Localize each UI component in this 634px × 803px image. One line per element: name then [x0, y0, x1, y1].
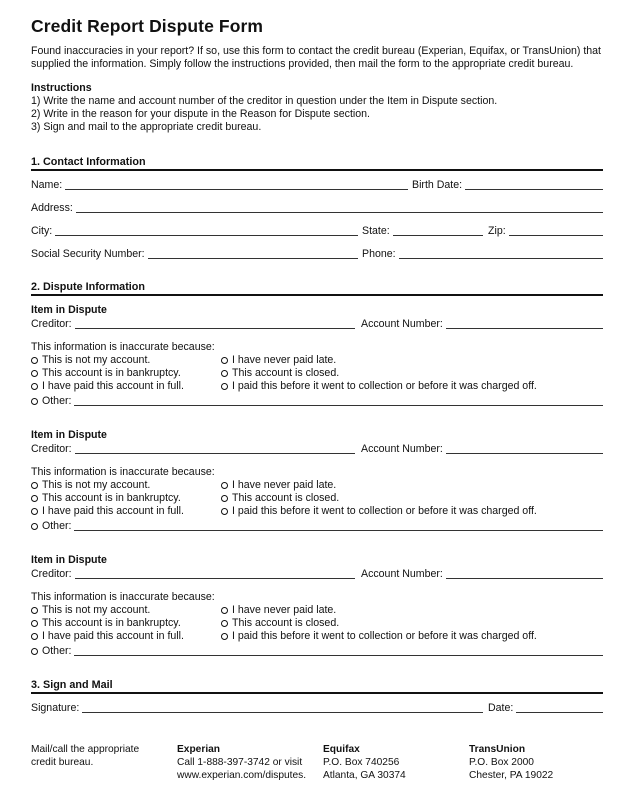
creditor-input-line[interactable] [75, 318, 355, 329]
reason-option[interactable] [221, 604, 336, 617]
instructions-heading: Instructions [31, 82, 92, 94]
other-input-line[interactable] [74, 645, 603, 656]
other-input-line[interactable] [74, 395, 603, 406]
phone-input-line[interactable] [399, 248, 603, 259]
birth-date-input-line[interactable] [465, 179, 603, 190]
other-input-line[interactable] [74, 520, 603, 531]
other-reason-field[interactable] [31, 519, 603, 533]
radio-circle-icon[interactable] [221, 607, 228, 614]
reason-option-label: I paid this before it went to collection or before it was charged off. [232, 505, 537, 517]
reason-option[interactable] [221, 479, 336, 492]
bureau-experian [177, 743, 306, 782]
radio-circle-icon[interactable] [31, 482, 38, 489]
birth-date-label: Birth Date: [412, 178, 463, 191]
phone-label: Phone: [362, 247, 396, 260]
section-rule [31, 169, 603, 171]
bureau-line: P.O. Box 740256 [323, 757, 400, 768]
bureau-line: Chester, PA 19022 [469, 770, 554, 781]
bureau-line: Atlanta, GA 30374 [323, 770, 406, 781]
account-number-label: Account Number: [361, 567, 443, 580]
creditor-field[interactable] [31, 442, 355, 456]
account-number-field[interactable] [361, 317, 603, 331]
signature-label: Signature: [31, 701, 80, 714]
dispute-section-heading: 2. Dispute Information [31, 281, 145, 293]
reason-option-label: This account is in bankruptcy. [42, 367, 181, 379]
date-label: Date: [488, 701, 514, 714]
state-field[interactable] [362, 224, 483, 238]
city-label: City: [31, 224, 53, 237]
ssn-label: Social Security Number: [31, 247, 145, 260]
radio-circle-icon[interactable] [31, 633, 38, 640]
zip-label: Zip: [488, 224, 506, 237]
bureau-name: Experian [177, 744, 221, 755]
footer-note [31, 743, 139, 769]
footer-note-line: Mail/call the appropriate [31, 744, 140, 755]
account-number-field[interactable] [361, 442, 603, 456]
reason-option[interactable] [31, 630, 184, 643]
reason-option-label: I have paid this account in full. [42, 630, 184, 642]
account-number-label: Account Number: [361, 442, 443, 455]
other-label: Other: [42, 519, 72, 532]
reason-option-label: I have never paid late. [232, 354, 337, 366]
instruction-step: 1) Write the name and account number of the creditor in question under the Item in Dispute section. [31, 95, 498, 107]
address-label: Address: [31, 201, 73, 214]
reason-option[interactable] [221, 492, 339, 505]
section-rule [31, 692, 603, 694]
instruction-step: 3) Sign and mail to the appropriate credit bureau. [31, 121, 262, 133]
account-number-input-line[interactable] [446, 568, 603, 579]
city-field[interactable] [31, 224, 358, 238]
reason-option[interactable] [221, 380, 537, 393]
ssn-input-line[interactable] [148, 248, 358, 259]
creditor-field[interactable] [31, 317, 355, 331]
reason-option-label: I have never paid late. [232, 604, 337, 616]
account-number-input-line[interactable] [446, 318, 603, 329]
footer-note-line: credit bureau. [31, 757, 94, 768]
section-rule [31, 294, 603, 296]
creditor-input-line[interactable] [75, 568, 355, 579]
reason-option-label: I have paid this account in full. [42, 505, 184, 517]
reason-option[interactable] [31, 354, 150, 367]
account-number-input-line[interactable] [446, 443, 603, 454]
radio-circle-icon[interactable] [31, 357, 38, 364]
radio-circle-icon[interactable] [221, 633, 228, 640]
date-field[interactable] [488, 701, 603, 715]
zip-input-line[interactable] [509, 225, 603, 236]
phone-field[interactable] [362, 247, 603, 261]
state-label: State: [362, 224, 390, 237]
reason-option-label: This account is closed. [232, 492, 340, 504]
reason-option-label: I have never paid late. [232, 479, 337, 491]
date-input-line[interactable] [516, 702, 603, 713]
reason-option-label: I paid this before it went to collection or before it was charged off. [232, 630, 537, 642]
reason-option[interactable] [221, 354, 336, 367]
bureau-name: Equifax [323, 744, 360, 755]
address-input-line[interactable] [76, 202, 603, 213]
other-reason-field[interactable] [31, 394, 603, 408]
reason-option-label: This account is closed. [232, 367, 340, 379]
name-input-line[interactable] [65, 179, 408, 190]
creditor-input-line[interactable] [75, 443, 355, 454]
radio-circle-icon[interactable] [31, 398, 38, 405]
reason-option[interactable] [31, 479, 150, 492]
radio-circle-icon[interactable] [31, 648, 38, 655]
item-heading: Item in Dispute [31, 304, 107, 316]
bureau-transunion [469, 743, 553, 782]
reason-option-label: This is not my account. [42, 479, 151, 491]
other-label: Other: [42, 394, 72, 407]
radio-circle-icon[interactable] [31, 523, 38, 530]
account-number-label: Account Number: [361, 317, 443, 330]
reason-option[interactable] [221, 630, 537, 643]
reason-option[interactable] [31, 604, 150, 617]
radio-circle-icon[interactable] [31, 383, 38, 390]
reason-option[interactable] [31, 380, 184, 393]
radio-circle-icon[interactable] [31, 607, 38, 614]
reason-option[interactable] [221, 617, 339, 630]
reason-intro: This information is inaccurate because: [31, 466, 215, 478]
reason-option-label: This account is closed. [232, 617, 340, 629]
signature-input-line[interactable] [82, 702, 483, 713]
intro-text: Found inaccuracies in your report? If so, use this form to contact the credit bureau (Experian, Equifax, or TransUnion) that supplied the information. Simply follow the instructions provided, then mail the form to the appropriate credit bureau. [31, 45, 601, 71]
ssn-field[interactable] [31, 247, 358, 261]
creditor-field[interactable] [31, 567, 355, 581]
radio-circle-icon[interactable] [31, 495, 38, 502]
reason-option-label: I paid this before it went to collection or before it was charged off. [232, 380, 537, 392]
creditor-label: Creditor: [31, 442, 72, 455]
reason-option[interactable] [221, 505, 537, 518]
reason-option[interactable] [31, 617, 181, 630]
reason-option[interactable] [221, 367, 339, 380]
radio-circle-icon[interactable] [221, 620, 228, 627]
reason-option-label: This is not my account. [42, 354, 151, 366]
birth-date-field[interactable] [412, 178, 603, 192]
city-input-line[interactable] [55, 225, 358, 236]
reason-intro: This information is inaccurate because: [31, 341, 215, 353]
bureau-name: TransUnion [469, 744, 526, 755]
creditor-label: Creditor: [31, 317, 72, 330]
radio-circle-icon[interactable] [31, 508, 38, 515]
page-title: Credit Report Dispute Form [31, 16, 264, 36]
reason-option-label: I have paid this account in full. [42, 380, 184, 392]
sign-section-heading: 3. Sign and Mail [31, 679, 113, 691]
reason-option[interactable] [31, 505, 184, 518]
radio-circle-icon[interactable] [221, 482, 228, 489]
contact-section-heading: 1. Contact Information [31, 156, 146, 168]
creditor-label: Creditor: [31, 567, 72, 580]
reason-option[interactable] [31, 492, 181, 505]
radio-circle-icon[interactable] [221, 495, 228, 502]
account-number-field[interactable] [361, 567, 603, 581]
radio-circle-icon[interactable] [221, 357, 228, 364]
radio-circle-icon[interactable] [221, 370, 228, 377]
reason-option-label: This is not my account. [42, 604, 151, 616]
bureau-link[interactable]: www.experian.com/disputes. [177, 770, 307, 781]
name-label: Name: [31, 178, 63, 191]
reason-option-label: This account is in bankruptcy. [42, 617, 181, 629]
item-heading: Item in Dispute [31, 554, 107, 566]
bureau-line: Call 1-888-397-3742 or visit [177, 757, 303, 768]
instruction-step: 2) Write in the reason for your dispute in the Reason for Dispute section. [31, 108, 370, 120]
bureau-line: P.O. Box 2000 [469, 757, 534, 768]
radio-circle-icon[interactable] [221, 383, 228, 390]
reason-intro: This information is inaccurate because: [31, 591, 215, 603]
item-heading: Item in Dispute [31, 429, 107, 441]
zip-field[interactable] [488, 224, 603, 238]
other-reason-field[interactable] [31, 644, 603, 658]
bureau-equifax [323, 743, 406, 782]
reason-option[interactable] [31, 367, 181, 380]
radio-circle-icon[interactable] [31, 370, 38, 377]
signature-field[interactable] [31, 701, 483, 715]
other-label: Other: [42, 644, 72, 657]
state-input-line[interactable] [393, 225, 483, 236]
address-field[interactable] [31, 201, 603, 215]
name-field[interactable] [31, 178, 408, 192]
radio-circle-icon[interactable] [31, 620, 38, 627]
radio-circle-icon[interactable] [221, 508, 228, 515]
reason-option-label: This account is in bankruptcy. [42, 492, 181, 504]
